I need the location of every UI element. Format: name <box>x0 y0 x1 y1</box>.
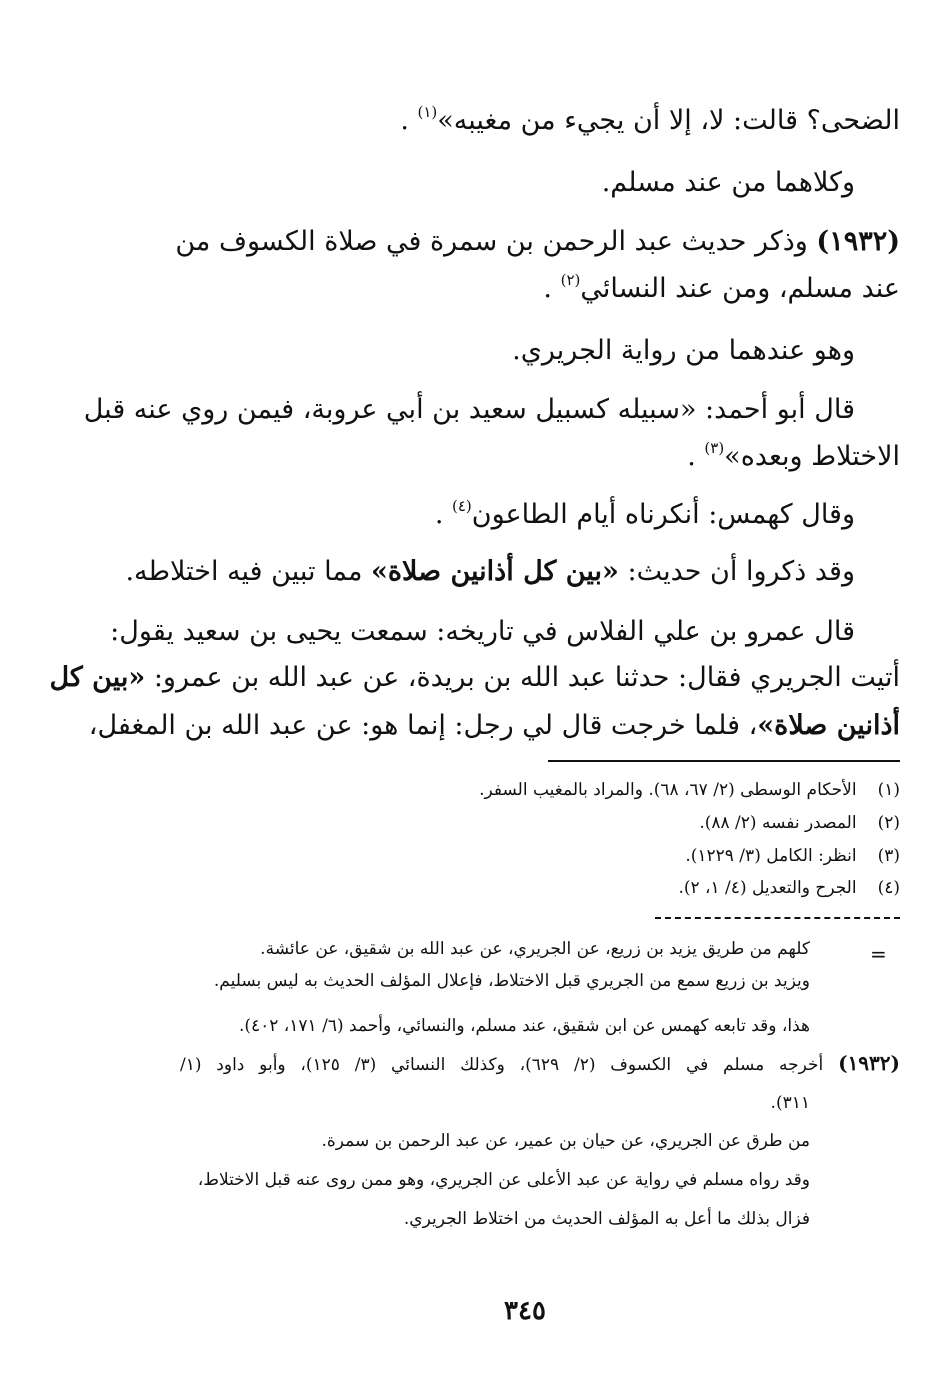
commentary-line-2 <box>180 966 810 996</box>
commentary-8-text: فزال بذلك ما أعل به المؤلف الحديث من اختلاط الجريري. <box>403 1209 810 1229</box>
footnote-ref-4[interactable]: (٤) <box>452 497 472 515</box>
text-line-8 <box>180 492 855 538</box>
line-9-text-a: وقد ذكروا أن حديث: <box>618 556 855 587</box>
commentary-line-1 <box>180 934 810 964</box>
page-number: ٣٤٥ <box>504 1296 546 1326</box>
hadith-quote-1: «بين كل أذانين صلاة» <box>371 556 619 587</box>
footnote-1-text: الأحكام الوسطى (٢/ ٦٧، ٦٨). والمراد بالمغيب السفر. <box>479 780 857 800</box>
footnote-4-text: الجرح والتعديل (٤/ ١، ٢). <box>678 878 857 898</box>
line-1-text: الضحى؟ قالت: لا، إلا أن يجيء من مغيبه» <box>437 105 900 136</box>
line-1-end: . <box>400 105 418 136</box>
commentary-line-4 <box>180 1048 900 1080</box>
text-line-6 <box>83 387 855 433</box>
footnote-3-text: انظر: الكامل (٣/ ١٢٢٩). <box>685 846 857 866</box>
commentary-line-7 <box>180 1165 810 1195</box>
text-line-9 <box>125 549 855 595</box>
footnote-1 <box>180 775 900 805</box>
commentary-1-text: كلهم من طريق يزيد بن زريع، عن الجريري، عن عبد الله بن شقيق، عن عائشة. <box>260 939 810 959</box>
text-line-7 <box>180 434 900 480</box>
footnote-divider <box>548 760 900 762</box>
commentary-3-text: هذا، وقد تابعه كهمس عن ابن شقيق، عند مسلم، والنسائي، وأحمد (٦/ ١٧١، ٤٠٢). <box>238 1016 810 1036</box>
line-11-text-a: أتيت الجريري فقال: حدثنا عبد الله بن بريدة، عن عبد الله بن عمرو: <box>145 662 900 693</box>
hadith-quote-2a: «بين كل <box>49 662 146 693</box>
line-2-text: وكلاهما من عند مسلم. <box>601 167 855 198</box>
commentary-7-text: وقد رواه مسلم في رواية عن عبد الأعلى عن الجريري، وهو ممن روى عنه قبل الاختلاط، <box>197 1170 810 1190</box>
text-line-4 <box>180 266 900 312</box>
footnote-2 <box>180 808 900 838</box>
line-5-text: وهو عندهما من رواية الجريري. <box>512 335 855 366</box>
line-10-text: قال عمرو بن علي الفلاس في تاريخه: سمعت يحيى بن سعيد يقول: <box>110 616 855 647</box>
commentary-2-text: ويزيد بن زريع سمع من الجريري قبل الاختلاط، فإعلال المؤلف الحديث به ليس بسليم. <box>213 971 810 991</box>
commentary-line-6 <box>180 1126 810 1156</box>
commentary-4-text: أخرجه مسلم في الكسوف (٢/ ٦٢٩)، وكذلك النسائي (٣/ ١٢٥)، وأبو داود (١/ <box>180 1055 824 1075</box>
hadith-quote-2b: أذانين صلاة» <box>757 710 900 741</box>
footnote-ref-3[interactable]: (٣) <box>704 439 725 457</box>
line-6-text: قال أبو أحمد: «سبيله كسبيل سعيد بن أبي عروبة، فيمن روي عنه قبل <box>83 394 855 425</box>
text-line-11 <box>49 655 900 701</box>
footnote-ref-2[interactable]: (٢) <box>560 271 581 289</box>
text-line-3 <box>175 219 900 265</box>
line-9-text-c: مما تبين فيه اختلاطه. <box>125 556 371 587</box>
commentary-line-8 <box>180 1204 810 1234</box>
commentary-line-5 <box>180 1088 810 1118</box>
commentary-5-text: ٣١١). <box>770 1093 810 1113</box>
footnote-2-num: (٢) <box>877 813 900 833</box>
text-line-2 <box>180 160 855 206</box>
line-8-text: وقال كهمس: أنكرناه أيام الطاعون <box>471 499 855 530</box>
line-8-end: . <box>434 499 452 530</box>
footnote-ref-1[interactable]: (١) <box>417 103 438 121</box>
commentary-divider <box>655 917 900 919</box>
text-line-1 <box>180 98 900 144</box>
footnote-2-text: المصدر نفسه (٢/ ٨٨). <box>699 813 857 833</box>
line-7-end: . <box>687 441 705 472</box>
hadith-number: (١٩٣٢) <box>816 226 900 257</box>
footnote-3-num: (٣) <box>877 846 900 866</box>
footnote-1-num: (١) <box>877 780 900 800</box>
commentary-hadith-number: (١٩٣٢) <box>838 1051 900 1075</box>
line-3-text: وذكر حديث عبد الرحمن بن سمرة في صلاة الكسوف من <box>175 226 817 257</box>
footnote-4-num: (٤) <box>877 878 900 898</box>
commentary-line-3 <box>180 1011 810 1041</box>
commentary-6-text: من طرق عن الجريري، عن حيان بن عمير، عن عبد الرحمن بن سمرة. <box>321 1131 810 1151</box>
line-4-end: . <box>543 273 561 304</box>
line-4-text: عند مسلم، ومن عند النسائي <box>580 273 900 304</box>
line-12-text-b: ، فلما خرجت قال لي رجل: إنما هو: عن عبد الله بن المغفل، <box>88 710 758 741</box>
text-line-5 <box>180 328 855 374</box>
footnote-4 <box>180 873 900 903</box>
continuation-marker: = <box>870 942 887 966</box>
line-7-text: الاختلاط وبعده» <box>724 441 900 472</box>
footnote-3 <box>180 841 900 871</box>
text-line-12 <box>88 703 900 749</box>
text-line-10 <box>110 609 855 655</box>
